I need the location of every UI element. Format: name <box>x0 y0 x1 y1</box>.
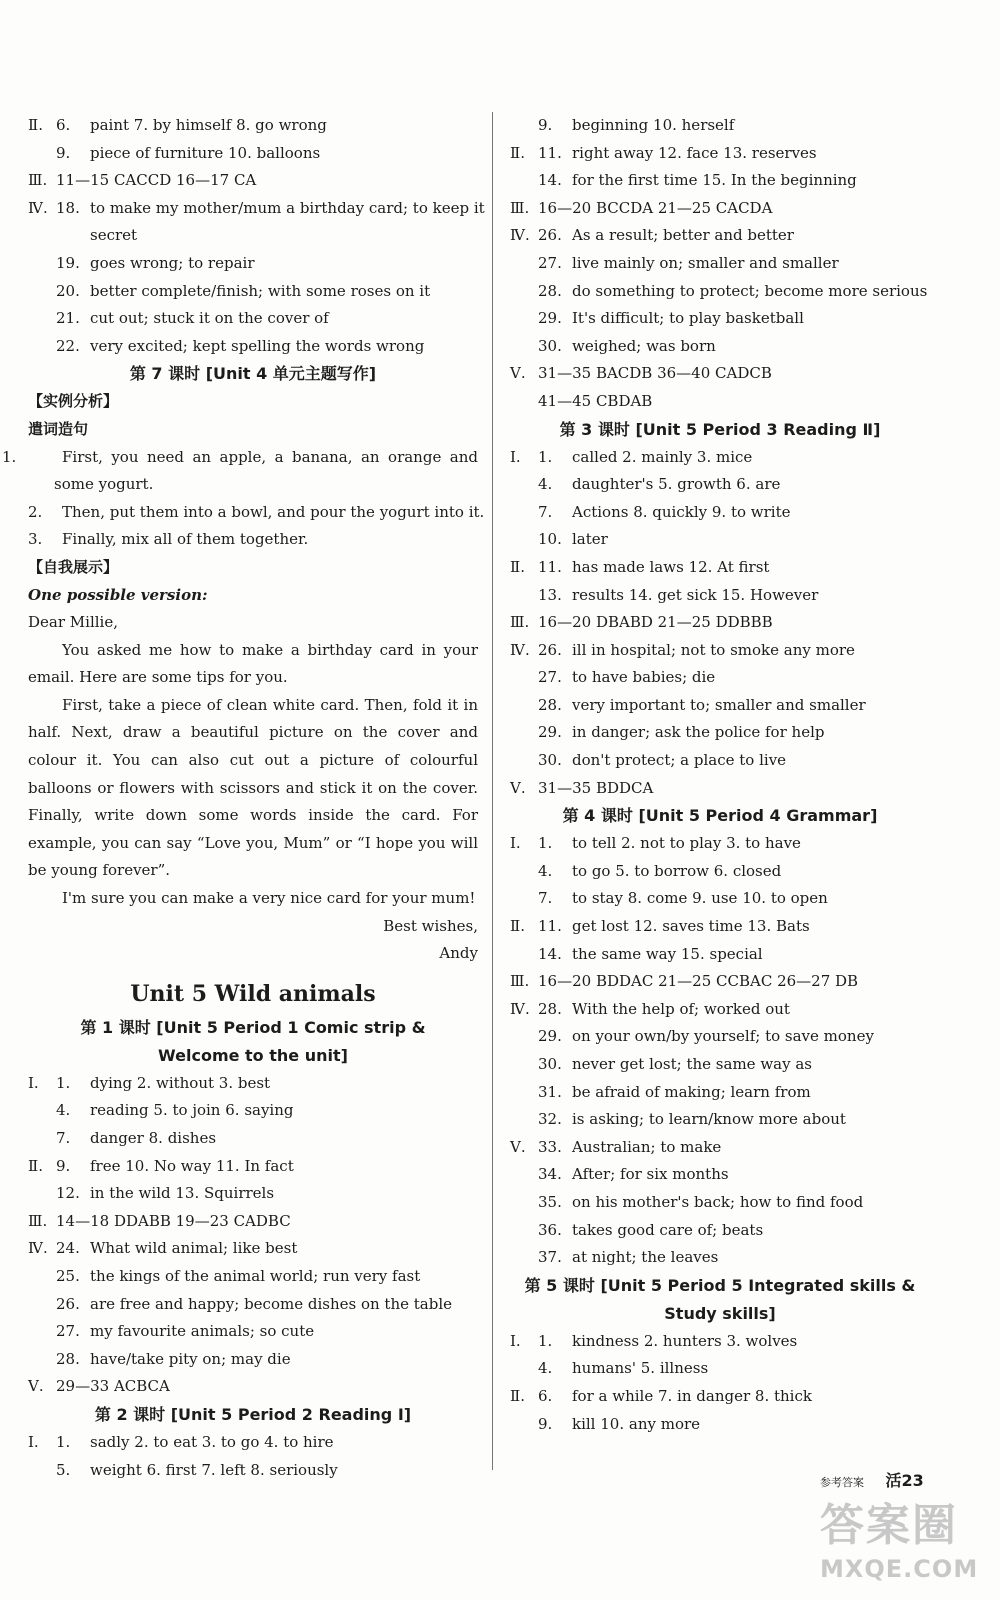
section-numeral: Ⅰ. <box>510 834 521 853</box>
answer-text: the same way 15. special <box>572 944 763 963</box>
answer-text: 41—45 CBDAB <box>538 391 653 410</box>
section-numeral: Ⅴ. <box>28 1377 44 1396</box>
answer-line <box>510 885 930 913</box>
section-numeral: Ⅱ. <box>510 917 525 936</box>
answer-text: never get lost; the same way as <box>572 1055 812 1073</box>
answer-line <box>28 1318 478 1346</box>
answer-line <box>510 1383 930 1411</box>
answer-line <box>28 1235 478 1263</box>
item-number: 1. <box>538 1331 553 1350</box>
answer-text: It's difficult; to play basketball <box>572 309 804 328</box>
answer-text: in danger; ask the police for help <box>572 723 825 742</box>
answer-text: goes wrong; to repair <box>90 253 255 272</box>
item-number: 35. <box>538 1192 562 1211</box>
answer-text: on your own/by yourself; to save money <box>572 1027 874 1046</box>
lesson-heading: 第 7 课时 [Unit 4 单元主题写作] <box>129 364 377 384</box>
answer-line <box>510 1023 930 1051</box>
answer-text: right away 12. face 13. reserves <box>572 143 817 162</box>
section-heading: 【自我展示】 <box>28 557 119 576</box>
answer-text: takes good care of; beats <box>572 1220 764 1239</box>
item-number: 4. <box>538 861 553 880</box>
answer-text: for a while 7. in danger 8. thick <box>572 1386 812 1405</box>
item-number: 11. <box>538 143 562 162</box>
item-number: 1. <box>538 447 553 466</box>
answer-line <box>28 1153 478 1181</box>
answer-line <box>510 1328 930 1356</box>
answer-line <box>510 913 930 941</box>
lesson-heading: 第 5 课时 [Unit 5 Period 5 Integrated skills & <box>524 1275 916 1295</box>
answer-text: don't protect; a place to live <box>572 751 787 770</box>
answer-line <box>510 858 930 886</box>
answer-text: has made laws 12. At first <box>572 557 770 576</box>
answer-text: danger 8. dishes <box>90 1129 217 1147</box>
answer-line <box>510 747 930 775</box>
answer-text: the kings of the animal world; run very fast <box>90 1266 421 1285</box>
section-numeral: Ⅳ. <box>28 1239 48 1258</box>
section-numeral: Ⅳ. <box>510 640 530 659</box>
item-number: 4. <box>538 1359 553 1378</box>
answer-text: After; for six months <box>572 1165 729 1184</box>
answer-text: be afraid of making; learn from <box>572 1082 811 1101</box>
section-numeral: Ⅰ. <box>510 1331 521 1350</box>
answer-line <box>510 941 930 969</box>
answer-line <box>28 526 478 554</box>
item-number: 30. <box>538 751 562 770</box>
unit-title: Unit 5 Wild animals <box>130 980 376 1007</box>
item-number: 1. <box>56 1432 71 1451</box>
answer-line <box>28 1429 478 1457</box>
section-numeral: Ⅳ. <box>28 198 48 217</box>
section-numeral: Ⅲ. <box>28 171 48 190</box>
answer-line <box>28 1125 478 1153</box>
answer-text: to have babies; die <box>572 668 716 687</box>
item-number: 32. <box>538 1110 562 1129</box>
answer-text: live mainly on; smaller and smaller <box>572 253 839 272</box>
answer-text: are free and happy; become dishes on the table <box>90 1294 452 1313</box>
footer-label: 参考答案 <box>820 1476 864 1489</box>
item-number: 9. <box>56 1156 71 1175</box>
letter-paragraph: I'm sure you can make a very nice card for your mum! <box>62 889 476 908</box>
letter-greeting: Dear Millie, <box>28 613 118 632</box>
answer-text: very excited; kept spelling the words wrong <box>90 336 425 355</box>
page-footer <box>820 1468 924 1491</box>
answer-line <box>28 1346 478 1374</box>
item-number: 28. <box>538 999 562 1018</box>
item-number: 31. <box>538 1082 562 1101</box>
column-divider <box>492 112 493 1470</box>
item-number: 11. <box>538 917 562 936</box>
answer-text: is asking; to learn/know more about <box>572 1110 846 1129</box>
answer-line <box>510 582 930 610</box>
item-number: 9. <box>56 143 71 162</box>
item-number: 34. <box>538 1165 562 1184</box>
item-number: 20. <box>56 281 80 300</box>
watermark-small-text: MXQE.COM <box>820 1555 979 1583</box>
section-numeral: Ⅲ. <box>28 1211 48 1230</box>
answer-line <box>510 692 930 720</box>
section-numeral: Ⅱ. <box>510 557 525 576</box>
section-heading: 【实例分析】 <box>28 392 119 411</box>
answer-text: As a result; better and better <box>572 226 794 245</box>
item-number: 27. <box>56 1322 80 1341</box>
answer-text: better complete/finish; with some roses on it <box>90 281 431 300</box>
section-numeral: Ⅴ. <box>510 1137 526 1156</box>
answer-line <box>28 499 485 527</box>
answer-text: to go 5. to borrow 6. closed <box>572 861 782 880</box>
lesson-heading: 第 4 课时 [Unit 5 Period 4 Grammar] <box>562 806 878 826</box>
answer-text: 16—20 BCCDA 21—25 CACDA <box>538 198 773 217</box>
answer-line <box>510 637 930 665</box>
answer-text: 11—15 CACCD 16—17 CA <box>56 171 257 190</box>
answer-line <box>28 305 478 333</box>
answer-text: 31—35 BDDCA <box>538 778 654 797</box>
answer-line <box>28 195 485 223</box>
lesson-heading: Welcome to the unit] <box>158 1045 348 1065</box>
answer-line <box>510 140 930 168</box>
answer-text: 31—35 BACDB 36—40 CADCB <box>538 364 772 383</box>
answer-line <box>510 112 930 140</box>
answer-text: sadly 2. to eat 3. to go 4. to hire <box>90 1432 334 1451</box>
answer-line <box>28 1373 478 1401</box>
section-numeral: Ⅲ. <box>510 198 530 217</box>
answer-text: piece of furniture 10. balloons <box>90 143 321 162</box>
answer-text: reading 5. to join 6. saying <box>90 1101 294 1120</box>
answer-line <box>510 609 930 637</box>
item-number: 33. <box>538 1137 562 1156</box>
answer-text: to make my mother/mum a birthday card; to keep it <box>90 198 485 217</box>
section-numeral: Ⅲ. <box>510 972 530 991</box>
answer-text: ill in hospital; not to smoke any more <box>572 640 855 659</box>
section-numeral: Ⅱ. <box>510 1386 525 1405</box>
answer-text: kindness 2. hunters 3. wolves <box>572 1331 798 1350</box>
answer-line <box>28 1457 478 1485</box>
answer-line <box>510 664 930 692</box>
item-number: 26. <box>538 640 562 659</box>
item-number: 14. <box>538 171 562 190</box>
answer-line <box>28 333 478 361</box>
item-number: 6. <box>538 1386 553 1405</box>
answer-line <box>510 1355 930 1383</box>
answer-text: Then, put them into a bowl, and pour the yogurt into it. <box>62 502 485 521</box>
item-number: 7. <box>538 502 553 521</box>
answer-line <box>510 167 930 195</box>
section-numeral: Ⅱ. <box>28 1156 43 1175</box>
item-number: 1. <box>538 834 553 853</box>
item-number: 37. <box>538 1248 562 1267</box>
answer-text: paint 7. by himself 8. go wrong <box>90 116 327 134</box>
answer-text: to stay 8. come 9. use 10. to open <box>572 889 828 908</box>
page-number-value: 23 <box>901 1471 924 1490</box>
item-number: 19. <box>56 253 80 272</box>
answer-line <box>510 499 930 527</box>
answer-line <box>510 1134 930 1162</box>
answer-text: free 10. No way 11. In fact <box>90 1156 294 1175</box>
item-number: 24. <box>56 1239 80 1258</box>
answer-line <box>510 775 930 803</box>
item-number: 26. <box>56 1294 80 1313</box>
section-numeral: Ⅲ. <box>510 613 530 632</box>
answer-text: 14—18 DDABB 19—23 CADBC <box>56 1211 291 1230</box>
answer-text: weight 6. first 7. left 8. seriously <box>90 1460 338 1479</box>
item-number: 4. <box>56 1101 71 1120</box>
item-number: 26. <box>538 226 562 245</box>
answer-line <box>510 554 930 582</box>
section-numeral: Ⅴ. <box>510 778 526 797</box>
item-number: 11. <box>538 557 562 576</box>
answer-line <box>510 719 930 747</box>
answer-line <box>510 1189 930 1217</box>
answer-line <box>510 471 930 499</box>
lesson-heading: 第 1 课时 [Unit 5 Period 1 Comic strip & <box>80 1017 426 1037</box>
answer-line <box>510 1244 930 1272</box>
answer-text: First, you need an apple, a banana, an orange and some yogurt. <box>54 447 478 494</box>
item-number: 4. <box>538 475 553 494</box>
answer-line <box>28 1263 478 1291</box>
answer-text: my favourite animals; so cute <box>90 1322 315 1341</box>
answer-line <box>510 444 930 472</box>
item-number: 36. <box>538 1220 562 1239</box>
answer-text: With the help of; worked out <box>572 999 790 1018</box>
item-number: 1. <box>2 447 17 466</box>
answer-line <box>510 1217 930 1245</box>
answer-text: dying 2. without 3. best <box>90 1073 271 1092</box>
answer-text: cut out; stuck it on the cover of <box>90 309 329 328</box>
answer-line <box>28 1291 478 1319</box>
answer-text: in the wild 13. Squirrels <box>90 1184 275 1203</box>
item-number: 7. <box>56 1129 71 1147</box>
item-number: 3. <box>28 530 43 549</box>
section-numeral: Ⅱ. <box>28 116 43 134</box>
answer-line <box>510 305 930 333</box>
item-number: 27. <box>538 253 562 272</box>
item-number: 9. <box>538 1414 553 1433</box>
answer-line <box>28 1180 478 1208</box>
answer-line <box>510 195 930 223</box>
answer-text: secret <box>90 226 138 245</box>
answer-line <box>510 388 930 416</box>
lesson-heading: 第 2 课时 [Unit 5 Period 2 Reading Ⅰ] <box>94 1404 412 1424</box>
item-number: 21. <box>56 309 80 328</box>
section-numeral: Ⅰ. <box>28 1432 39 1451</box>
answer-line <box>28 222 478 250</box>
answer-text: Finally, mix all of them together. <box>62 530 309 549</box>
answer-line <box>28 140 478 168</box>
answer-line <box>28 112 478 140</box>
page-number <box>886 1471 924 1490</box>
watermark-big-text: 答案圈 <box>820 1500 958 1551</box>
answer-line <box>510 333 930 361</box>
answer-line <box>28 1070 478 1098</box>
section-numeral: Ⅱ. <box>510 143 525 162</box>
item-number: 9. <box>538 116 553 134</box>
answer-line <box>28 1208 478 1236</box>
answer-line <box>510 1161 930 1189</box>
answer-text: on his mother's back; how to find food <box>572 1192 864 1211</box>
answer-text: called 2. mainly 3. mice <box>572 447 753 466</box>
answer-text: beginning 10. herself <box>572 116 735 134</box>
answer-text: at night; the leaves <box>572 1248 719 1267</box>
letter-signoff: Best wishes, <box>383 916 478 935</box>
item-number: 12. <box>56 1184 80 1203</box>
lesson-heading: Study skills] <box>664 1303 776 1323</box>
item-number: 10. <box>538 530 562 549</box>
item-number: 30. <box>538 1055 562 1073</box>
page-prefix: 活 <box>885 1471 902 1490</box>
item-number: 1. <box>56 1073 71 1092</box>
answer-line <box>510 526 930 554</box>
letter-paragraph: First, take a piece of clean white card. Then, fold it in half. Next, draw a beautiful picture on the cover and colour it. You can also cut out a picture of colourful balloons or flowers with scissors and stick it on the cover. Finally, write down some words inside the card. For example, you can say “Love you, Mum” or “I hope you will be young forever”. <box>28 695 478 880</box>
answer-line <box>510 360 930 388</box>
section-heading: 遣词造句 <box>28 419 89 438</box>
item-number: 29. <box>538 1027 562 1046</box>
answer-line <box>510 250 930 278</box>
item-number: 13. <box>538 585 562 604</box>
answer-line <box>510 1051 930 1079</box>
sample-label: One possible version: <box>28 585 208 604</box>
answer-text: do something to protect; become more serious <box>572 281 928 300</box>
answer-text: 29—33 ACBCA <box>56 1377 170 1396</box>
section-numeral: Ⅴ. <box>510 364 526 383</box>
section-numeral: Ⅰ. <box>510 447 521 466</box>
section-numeral: Ⅰ. <box>28 1073 39 1092</box>
item-number: 25. <box>56 1266 80 1285</box>
answer-text: weighed; was born <box>572 336 716 355</box>
answer-text: daughter's 5. growth 6. are <box>572 475 781 494</box>
item-number: 18. <box>56 198 80 217</box>
answer-text: Australian; to make <box>572 1137 722 1156</box>
item-number: 29. <box>538 723 562 742</box>
answer-text: very important to; smaller and smaller <box>572 695 866 714</box>
answer-line <box>510 996 930 1024</box>
answer-line <box>510 1079 930 1107</box>
item-number: 2. <box>28 502 43 521</box>
answer-line <box>510 222 930 250</box>
item-number: 27. <box>538 668 562 687</box>
item-number: 5. <box>56 1460 71 1479</box>
answer-text: get lost 12. saves time 13. Bats <box>572 917 810 936</box>
answer-text: kill 10. any more <box>572 1414 701 1433</box>
answer-text: 16—20 DBABD 21—25 DDBBB <box>538 613 773 632</box>
answer-line <box>28 167 478 195</box>
section-numeral: Ⅳ. <box>510 999 530 1018</box>
answer-text: 16—20 BDDAC 21—25 CCBAC 26—27 DB <box>538 972 859 991</box>
answer-text: results 14. get sick 15. However <box>572 585 819 604</box>
answer-line <box>510 278 930 306</box>
answer-line <box>28 278 478 306</box>
item-number: 28. <box>538 695 562 714</box>
left-column <box>2 112 485 1484</box>
answer-text: to tell 2. not to play 3. to have <box>572 834 801 853</box>
answer-text: Actions 8. quickly 9. to write <box>572 502 791 521</box>
item-number: 29. <box>538 309 562 328</box>
item-number: 22. <box>56 336 80 355</box>
item-number: 30. <box>538 336 562 355</box>
item-number: 14. <box>538 944 562 963</box>
answer-text: humans' 5. illness <box>572 1359 709 1378</box>
item-number: 28. <box>56 1349 80 1368</box>
letter-paragraph: You asked me how to make a birthday card in your email. Here are some tips for you. <box>28 640 478 687</box>
answer-line <box>510 968 930 996</box>
answer-text: What wild animal; like best <box>90 1239 298 1258</box>
section-numeral: Ⅳ. <box>510 226 530 245</box>
lesson-heading: 第 3 课时 [Unit 5 Period 3 Reading Ⅱ] <box>559 419 881 439</box>
answer-text: for the first time 15. In the beginning <box>572 171 857 190</box>
answer-line <box>2 444 478 499</box>
answer-text: later <box>572 530 608 549</box>
answer-line <box>510 1106 930 1134</box>
item-number: 28. <box>538 281 562 300</box>
letter-signoff: Andy <box>439 944 478 963</box>
answer-line <box>510 1411 930 1439</box>
item-number: 6. <box>56 116 71 134</box>
answer-text: have/take pity on; may die <box>90 1349 291 1368</box>
watermark-logo <box>820 1500 980 1595</box>
answer-line <box>28 1097 478 1125</box>
right-column <box>510 112 930 1438</box>
answer-line <box>510 830 930 858</box>
answer-line <box>28 250 478 278</box>
item-number: 7. <box>538 889 553 908</box>
